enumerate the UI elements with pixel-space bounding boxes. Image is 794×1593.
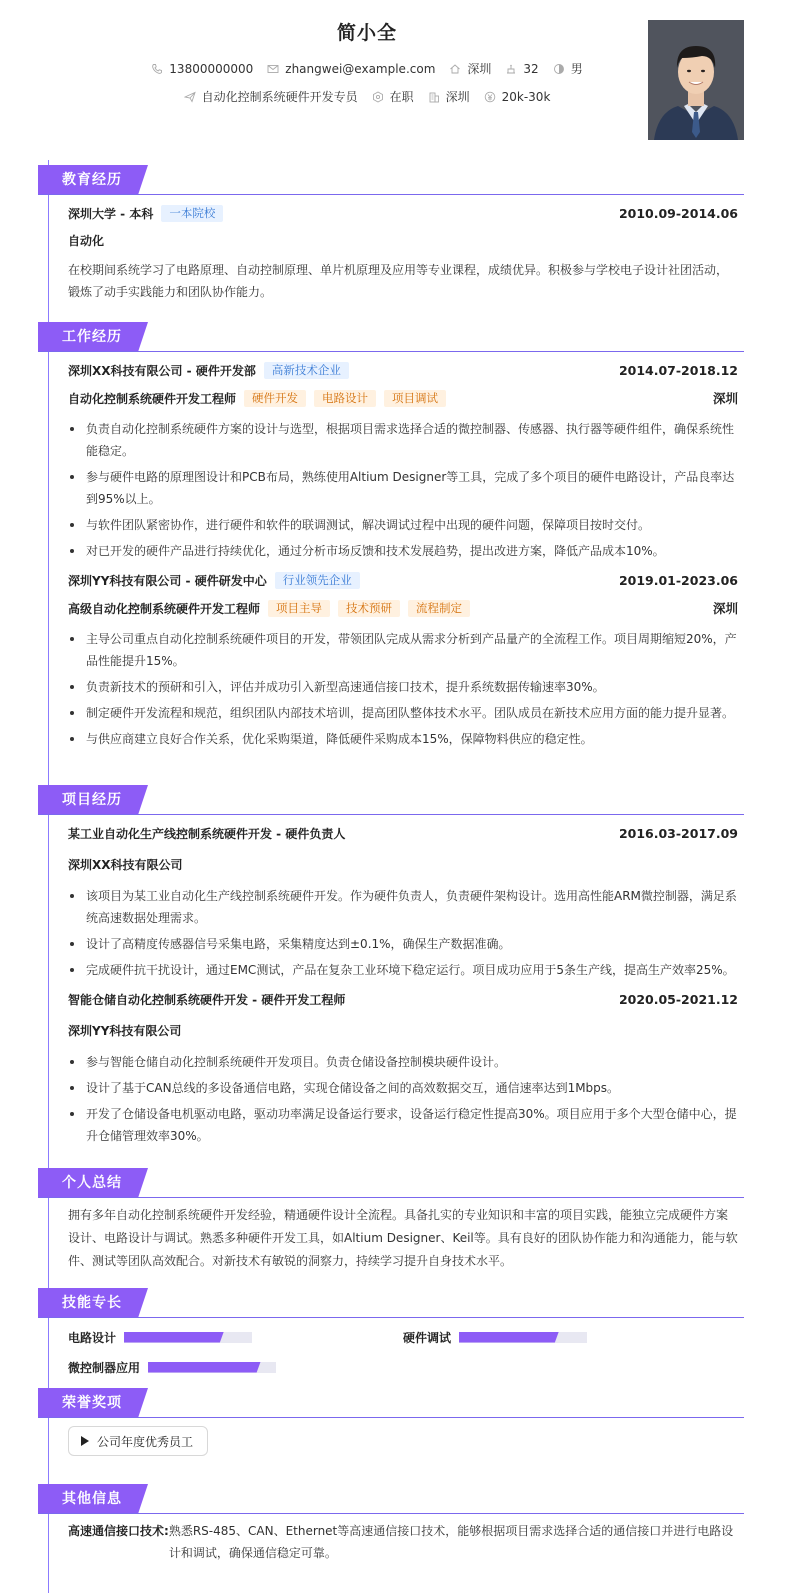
age-icon: [505, 63, 517, 75]
gender-icon: [553, 63, 565, 75]
section-divider: [38, 351, 744, 352]
role-tag: 项目调试: [384, 390, 446, 407]
job-intent-row: [0, 88, 734, 105]
role-tag: 流程制定: [408, 600, 470, 617]
work-bullets: [68, 418, 738, 562]
list-item: 该项目为某工业自动化生产线控制系统硬件开发。作为硬件负责人，负责硬件架构设计。选用高性能ARM微控制器，满足系统高速数据处理需求。: [68, 885, 738, 929]
work-role-row: [68, 384, 738, 412]
phone-item: [151, 62, 253, 76]
skill-bar-fill: [124, 1332, 224, 1343]
section-education: [38, 165, 744, 303]
contact-row: [0, 60, 734, 77]
section-header: [38, 322, 744, 352]
resume-header: [0, 0, 794, 160]
list-item: 对已开发的硬件产品进行持续优化，通过分析市场反馈和技术发展趋势，提出改进方案，降低产品成本10%。: [68, 540, 738, 562]
section-title: 项目经历: [38, 785, 138, 815]
section-divider: [38, 194, 744, 195]
section-other: [38, 1484, 744, 1564]
skill-bar: [124, 1332, 252, 1343]
building-icon: [428, 91, 440, 103]
section-divider: [38, 1513, 744, 1514]
list-item: 主导公司重点自动化控制系统硬件项目的开发，带领团队完成从需求分析到产品量产的全流程工作。项目周期缩短20%，产品性能提升15%。: [68, 628, 738, 672]
section-divider: [38, 1197, 744, 1198]
school-tag: 一本院校: [161, 205, 223, 222]
project-company: 深圳YY科技有限公司: [68, 1024, 182, 1038]
project-company: 深圳XX科技有限公司: [68, 858, 183, 872]
work-dates: 2019.01-2023.06: [618, 572, 738, 588]
phone-text: 13800000000: [169, 61, 254, 76]
summary-text: 拥有多年自动化控制系统硬件开发经验，精通硬件设计全流程。具备扎实的专业知识和丰富的项目实践，能独立完成硬件方案设计、电路设计与调试。熟悉多种硬件开发工具，如Altium Designer、Keil等。具有良好的团队协作能力和沟通能力，能与软件、测试等团队高效配合。对新技术有敏锐的洞察力，持续学习提升自身技术水平。: [68, 1208, 738, 1268]
mail-icon: [267, 63, 279, 75]
salary-icon: [484, 91, 496, 103]
section-summary: [38, 1168, 744, 1273]
email-item: [267, 62, 435, 76]
company-tag: 行业领先企业: [275, 572, 360, 589]
salary-text: 20k-30k: [501, 89, 551, 104]
section-title: 技能专长: [38, 1288, 138, 1318]
section-header: [38, 1484, 744, 1514]
list-item: 完成硬件抗干扰设计，通过EMC测试，产品在复杂工业环境下稳定运行。项目成功应用于5条生产线，提高生产效率25%。: [68, 959, 738, 981]
role-tag: 电路设计: [314, 390, 376, 407]
list-item: 参与智能仓储自动化控制系统硬件开发项目。负责仓储设备控制模块硬件设计。: [68, 1051, 738, 1073]
section-header: [38, 785, 744, 815]
section-title: 其他信息: [38, 1484, 138, 1514]
project-bullets: [68, 1051, 738, 1147]
list-item: 设计了高精度传感器信号采集电路，采集精度达到±0.1%，确保生产数据准确。: [68, 933, 738, 955]
location-text: 深圳: [467, 62, 492, 76]
list-item: 负责自动化控制系统硬件方案的设计与选型，根据项目需求选择合适的微控制器、传感器、执行器等硬件组件，确保系统性能稳定。: [68, 418, 738, 462]
skill-name: 微控制器应用: [68, 1360, 141, 1375]
section-projects: [38, 785, 744, 1151]
company-name: 深圳XX科技有限公司 - 硬件开发部: [68, 363, 256, 378]
project-name: 某工业自动化生产线控制系统硬件开发 - 硬件负责人: [68, 826, 346, 841]
section-title: 个人总结: [38, 1168, 138, 1198]
status-text: 在职: [389, 90, 414, 104]
status-icon: [372, 91, 384, 103]
section-honors: [38, 1388, 744, 1456]
section-header: [38, 1388, 744, 1418]
section-divider: [38, 814, 744, 815]
target-city-item: [428, 88, 470, 105]
skill-item: [68, 1356, 403, 1378]
company-tag: 高新技术企业: [264, 362, 349, 379]
skill-bar-fill: [459, 1332, 559, 1343]
list-item: 开发了仓储设备电机驱动电路，驱动功率满足设备运行要求，设备运行稳定性提高30%。项目应用于多个大型仓储中心，提升仓储管理效率30%。: [68, 1103, 738, 1147]
section-title: 教育经历: [38, 165, 138, 195]
gender-item: [553, 60, 583, 77]
skill-item: [68, 1326, 403, 1348]
project-entry-header: [68, 819, 738, 847]
award-name: 公司年度优秀员工: [97, 1434, 194, 1449]
section-work: [38, 322, 744, 754]
work-city: 深圳: [712, 601, 738, 616]
candidate-name: 简小全: [336, 22, 397, 44]
list-item: 与软件团队紧密协作，进行硬件和软件的联调测试，解决调试过程中出现的硬件问题，保障项目按时交付。: [68, 514, 738, 536]
target-role-text: 自动化控制系统硬件开发专员: [201, 90, 358, 104]
target-city-text: 深圳: [445, 90, 470, 104]
role-tag: 硬件开发: [244, 390, 306, 407]
section-header: [38, 1288, 744, 1318]
job-title: 高级自动化控制系统硬件开发工程师: [68, 601, 261, 616]
send-icon: [184, 91, 196, 103]
other-item: [68, 1514, 738, 1564]
list-item: 设计了基于CAN总线的多设备通信电路，实现仓储设备之间的高效数据交互，通信速率达到1Mbps。: [68, 1077, 738, 1099]
skill-name: 硬件调试: [403, 1330, 452, 1345]
age-text: 32: [523, 61, 539, 76]
skill-item: [403, 1326, 738, 1348]
section-title: 工作经历: [38, 322, 138, 352]
project-bullets: [68, 885, 738, 981]
section-skills: [38, 1288, 744, 1378]
education-entry-header: [68, 199, 738, 227]
work-bullets: [68, 628, 738, 750]
school-name: 深圳大学 - 本科: [68, 206, 154, 221]
skill-bar: [459, 1332, 587, 1343]
email-text: zhangwei@example.com: [285, 61, 436, 76]
section-header: [38, 165, 744, 195]
age-item: [505, 62, 538, 76]
work-city: 深圳: [712, 391, 738, 406]
education-description: 在校期间系统学习了电路原理、自动控制原理、单片机原理及应用等专业课程，成绩优异。积极参与学校电子设计社团活动，锻炼了动手实践能力和团队协作能力。: [68, 263, 729, 299]
other-value: 熟悉RS-485、CAN、Ethernet等高速通信接口技术，能够根据项目需求选择合适的通信接口并进行电路设计和调试，确保通信稳定可靠。: [168, 1524, 734, 1560]
role-tag: 项目主导: [268, 600, 330, 617]
section-divider: [38, 1317, 744, 1318]
list-item: 制定硬件开发流程和规范，组织团队内部技术培训，提高团队整体技术水平。团队成员在新技术应用方面的能力提升显著。: [68, 702, 738, 724]
project-dates: 2016.03-2017.09: [618, 825, 738, 841]
gender-text: 男: [570, 62, 583, 76]
home-icon: [449, 63, 461, 75]
major: 自动化: [68, 234, 105, 248]
work-entry-header: [68, 566, 738, 594]
role-tag: 技术预研: [338, 600, 400, 617]
work-dates: 2014.07-2018.12: [618, 362, 738, 378]
education-dates: 2010.09-2014.06: [618, 205, 738, 221]
phone-icon: [151, 63, 163, 75]
skill-bar-fill: [148, 1362, 261, 1373]
section-divider: [38, 1417, 744, 1418]
company-name: 深圳YY科技有限公司 - 硬件研发中心: [68, 573, 267, 588]
project-entry-header: [68, 985, 738, 1013]
job-title: 自动化控制系统硬件开发工程师: [68, 391, 237, 406]
profile-photo: [648, 20, 744, 140]
skills-grid: [68, 1318, 738, 1378]
work-role-row: [68, 594, 738, 622]
section-header: [38, 1168, 744, 1198]
list-item: 与供应商建立良好合作关系，优化采购渠道，降低硬件采购成本15%，保障物料供应的稳定性。: [68, 728, 738, 750]
section-title: 荣誉奖项: [38, 1388, 138, 1418]
project-name: 智能仓储自动化控制系统硬件开发 - 硬件开发工程师: [68, 992, 346, 1007]
list-item: 参与硬件电路的原理图设计和PCB布局，熟练使用Altium Designer等工具，完成了多个项目的硬件电路设计，产品良率达到95%以上。: [68, 466, 738, 510]
salary-item: [484, 90, 551, 104]
skill-bar: [148, 1362, 276, 1373]
award-item[interactable]: [68, 1426, 208, 1456]
status-item: [372, 88, 414, 105]
target-role-item: [184, 88, 358, 105]
other-key: 高速通信接口技术:: [68, 1524, 169, 1538]
location-item: [449, 60, 491, 77]
list-item: 负责新技术的预研和引入，评估并成功引入新型高速通信接口技术，提升系统数据传输速率30%。: [68, 676, 738, 698]
work-entry-header: [68, 356, 738, 384]
play-icon: [81, 1436, 89, 1446]
skill-name: 电路设计: [68, 1330, 117, 1345]
project-dates: 2020.05-2021.12: [618, 991, 738, 1007]
